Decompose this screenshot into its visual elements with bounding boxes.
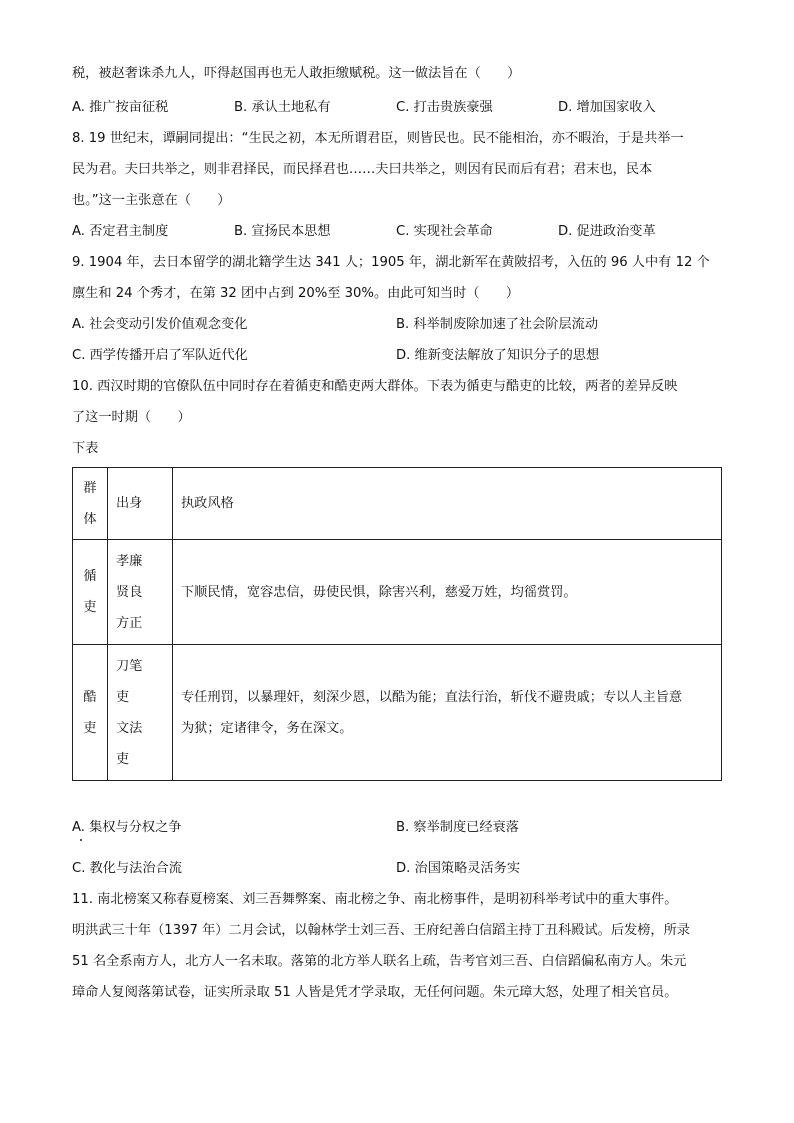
- header-style-cell: 执政风格: [173, 468, 722, 540]
- q8-option-d: D. 促进政治变革: [558, 224, 656, 239]
- q11-stem-line-3: 51 名全系南方人，北方人一名未取。落第的北方举人联名上疏，告考官刘三吾、白信蹈偏私南方人。朱元: [72, 954, 687, 969]
- row-2-origin-cell: [108, 645, 173, 781]
- q9-stem-line-2: 廪生和 24 个秀才，在第 32 团中占到 20%至 30%。由此可知当时（ ）: [72, 286, 520, 301]
- q10-option-d: D. 治国策略灵活务实: [396, 861, 521, 876]
- header-group-char-1: 群: [83, 480, 97, 496]
- q8-option-a: A. 否定君主制度: [72, 224, 169, 239]
- q11-stem-line-4: 璋命人复阅落第试卷，证实所录取 51 人皆是凭才学录取，无任何问题。朱元璋大怒，处理了相关官员。: [72, 985, 678, 1000]
- table-row: [73, 540, 722, 645]
- row-2-group-char-2: 吏: [83, 720, 97, 736]
- row-2-style-line-2: 为狱；定诸律令，务在深文。: [181, 720, 353, 736]
- row-2-origin-line-2: 吏: [116, 689, 130, 705]
- row-1-group-char-1: 循: [83, 569, 97, 584]
- q7-option-b: B. 承认土地私有: [234, 100, 331, 115]
- row-2-origin-line-4: 吏: [116, 751, 130, 767]
- comparison-table: [72, 467, 722, 781]
- q9-option-b: B. 科举制废除加速了社会阶层流动: [396, 317, 599, 332]
- row-2-origin-line-3: 文法: [116, 720, 143, 736]
- header-origin-cell: 出身: [108, 468, 173, 540]
- q8-stem-line-2: 民为君。夫曰共举之，则非君择民，而民择君也……夫曰共举之，则因有民而后有君；君末也，民本: [72, 162, 653, 177]
- q9-option-a: A. 社会变动引发价值观念变化: [72, 317, 248, 332]
- q8-stem-line-1: 8. 19 世纪末，谭嗣同提出：“生民之初，本无所谓君臣，则皆民也。民不能相治，亦不暇治，于是共举一: [72, 131, 684, 146]
- row-1-style-cell: 下顺民情，宽容忠信，毋使民惧，除害兴利，慈爱万姓，均徭赏罚。: [173, 540, 722, 645]
- q9-option-c: C. 西学传播开启了军队近代化: [72, 348, 248, 363]
- row-1-origin-cell: [108, 540, 173, 645]
- q11-stem-line-1: 11. 南北榜案又称春夏榜案、刘三吾舞弊案、南北榜之争、南北榜事件，是明初科举考试中的重大事件。: [72, 892, 678, 907]
- q10-option-b: B. 察举制度已经衰落: [396, 820, 519, 835]
- row-1-origin-line-2: 贤良: [116, 584, 143, 600]
- q7-stem-tail: 税，被赵奢诛杀九人，吓得赵国再也无人敢拒缴赋税。这一做法旨在（ ）: [72, 66, 521, 81]
- row-1-group-char-2: 吏: [83, 600, 97, 615]
- q8-option-b: B. 宣扬民本思想: [234, 224, 331, 239]
- q7-option-d: D. 增加国家收入: [558, 100, 656, 115]
- table-caption: 下表: [72, 441, 99, 456]
- stray-dot: [80, 839, 82, 841]
- header-group-char-2: 体: [83, 511, 97, 527]
- table-header-row: [73, 468, 722, 540]
- q8-stem-line-3: 也。”这一主张意在（ ）: [72, 193, 231, 208]
- q10-option-a: A. 集权与分权之争: [72, 820, 182, 835]
- q9-option-d: D. 维新变法解放了知识分子的思想: [396, 348, 600, 363]
- row-2-group-cell: [73, 645, 108, 781]
- q10-stem-line-1: 10. 西汉时期的官僚队伍中同时存在着循吏和酷吏两大群体。下表为循吏与酷吏的比较，两者的差异反映: [72, 379, 678, 394]
- row-2-origin-line-1: 刀笔: [116, 658, 143, 674]
- q11-stem-line-2: 明洪武三十年（1397 年）二月会试，以翰林学士刘三吾、王府纪善白信蹈主持丁丑科殿试。后发榜，所录: [72, 923, 690, 938]
- row-1-group-cell: [73, 540, 108, 645]
- q7-option-c: C. 打击贵族豪强: [396, 100, 493, 115]
- row-1-origin-line-1: 孝廉: [116, 553, 143, 569]
- header-group-cell: [73, 468, 108, 540]
- table-row: [73, 645, 722, 781]
- q8-option-c: C. 实现社会革命: [396, 224, 493, 239]
- q7-option-a: A. 推广按亩征税: [72, 100, 169, 115]
- row-2-style-cell: [173, 645, 722, 781]
- q10-option-c: C. 教化与法治合流: [72, 861, 182, 876]
- q9-stem-line-1: 9. 1904 年，去日本留学的湖北籍学生达 341 人；1905 年，湖北新军在黄陂招考，入伍的 96 人中有 12 个: [72, 255, 710, 270]
- row-1-origin-line-3: 方正: [116, 615, 143, 631]
- row-2-group-char-1: 酷: [83, 689, 97, 705]
- row-2-style-line-1: 专任刑罚，以暴理奸，刻深少恩，以酷为能；直法行治，斩伐不避贵戚；专以人主旨意: [181, 689, 683, 705]
- q10-stem-line-2: 了这一时期（ ）: [72, 410, 191, 425]
